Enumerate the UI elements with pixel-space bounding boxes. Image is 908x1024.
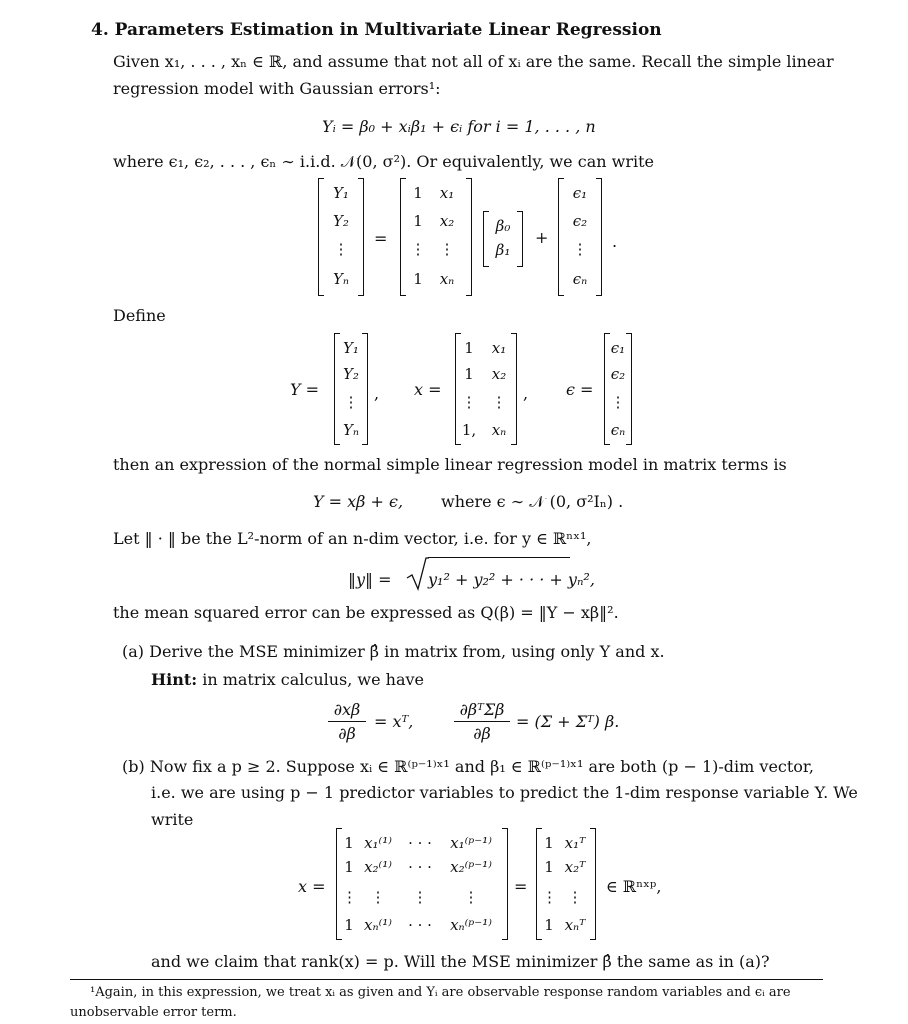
matrix-space: ∈ ℝⁿˣᵖ,	[606, 877, 662, 896]
mse-line: the mean squared error can be expressed as Q(β) = ‖Y − xβ‖².	[113, 603, 619, 622]
define-label: Define	[113, 306, 166, 325]
beta-entry: β₁	[495, 241, 511, 259]
matrix-model-where: where ϵ ∼ 𝒩 (0, σ²Iₙ) .	[441, 492, 624, 511]
fraction-denominator: ∂β	[473, 724, 491, 743]
hint-text: in matrix calculus, we have	[197, 670, 425, 689]
design-matrix	[400, 178, 472, 296]
error-entry: ⋮	[572, 240, 588, 258]
fraction-numerator: ∂βᵀΣβ	[459, 700, 505, 719]
beta-vector	[483, 211, 523, 267]
matrix-cell: x₁⁽ᵖ⁻¹⁾	[450, 834, 492, 852]
y-entry: Y₂	[343, 365, 359, 383]
matrix-cell: 1	[413, 212, 423, 230]
hint-line	[151, 670, 424, 690]
y-vector	[318, 178, 364, 296]
matrix-cell: 1	[464, 365, 474, 383]
where-line: where ϵ₁, ϵ₂, . . . , ϵₙ ∼ i.i.d. 𝒩(0, σ²). Or equivalently, we can write	[113, 152, 654, 171]
matrix-cell: 1,	[461, 421, 477, 439]
beta-entry: β₀	[495, 217, 511, 235]
matrix-cell: x₁	[491, 339, 507, 357]
matrix-cell: x₂⁽¹⁾	[364, 858, 392, 876]
section-title: 4. Parameters Estimation in Multivariate Linear Regression	[91, 20, 662, 40]
y-entry: Y₂	[333, 212, 349, 230]
y-entry: Yₙ	[343, 421, 359, 439]
hint-label: Hint:	[151, 670, 198, 689]
matrix-cell: ⋮	[491, 393, 507, 411]
matrix-cell: ⋮	[567, 888, 583, 906]
matrix-cell: 1	[464, 339, 474, 357]
norm-radicand: y₁² + y₂² + · · · + yₙ²,	[428, 570, 595, 589]
matrix-cell: ⋮	[410, 240, 426, 258]
matrix-cell: x₂	[439, 212, 455, 230]
eps-def-vector	[604, 333, 632, 445]
matrix-cell: ⋮	[461, 393, 477, 411]
error-vector	[558, 178, 602, 296]
matrix-cell: 1	[544, 916, 554, 934]
plus-sign: +	[535, 228, 549, 247]
matrix-cell: x₂	[491, 365, 507, 383]
matrix-cell: 1	[544, 858, 554, 876]
matrix-cell: x₁⁽¹⁾	[364, 834, 392, 852]
matrix-cell: ⋮	[463, 888, 479, 906]
norm-lhs: ‖y‖ =	[348, 570, 392, 589]
matrix-cell: 1	[413, 184, 423, 202]
matrix-cell: 1	[344, 916, 354, 934]
fraction-bar	[328, 721, 366, 722]
matrix-cell: xₙ⁽¹⁾	[364, 916, 392, 934]
error-entry: ⋮	[610, 393, 626, 411]
matrix-cell: xₙ	[491, 421, 507, 439]
hint-rhs-2: = (Σ + Σᵀ) β.	[516, 712, 620, 731]
matrix-cell: ⋮	[542, 888, 557, 906]
matrix-cell: · · ·	[408, 858, 432, 876]
equals-sign: =	[374, 229, 388, 248]
intro-line-1: Given x₁, . . . , xₙ ∈ ℝ, and assume that not all of xᵢ are the same. Recall the simple linear	[113, 52, 834, 71]
footnote-line-1: ¹Again, in this expression, we treat xᵢ as given and Yᵢ are observable response random variables and ϵᵢ are	[90, 985, 791, 1000]
fraction-denominator: ∂β	[338, 724, 356, 743]
then-line: then an expression of the normal simple linear regression model in matrix terms is	[113, 455, 787, 474]
matrix-cell: · · ·	[408, 916, 432, 934]
y-entry: Y₁	[333, 184, 349, 202]
matrix-cell: 1	[344, 834, 354, 852]
part-b-line-1: (b) Now fix a p ≥ 2. Suppose xᵢ ∈ ℝ⁽ᵖ⁻¹⁾ˣ¹ and β₁ ∈ ℝ⁽ᵖ⁻¹⁾ˣ¹ are both (p − 1)-dim vector,	[122, 757, 814, 776]
comma: ,	[523, 384, 529, 403]
y-def-vector	[334, 333, 368, 445]
x-def-matrix	[455, 333, 517, 445]
norm-definition-line: Let ‖ · ‖ be the L²-norm of an n-dim vector, i.e. for y ∈ ℝⁿˣ¹,	[113, 529, 592, 548]
eps-def-label: ϵ =	[566, 380, 594, 399]
period: .	[612, 232, 618, 251]
x-def-label: x =	[414, 380, 442, 399]
radical-sign-icon	[405, 556, 429, 592]
footnote-rule	[70, 979, 823, 980]
error-entry: ϵ₁	[610, 339, 626, 357]
matrix-cell: xₙ	[439, 270, 455, 288]
matrix-cell: x₁ᵀ	[564, 834, 586, 852]
fraction-bar	[454, 721, 510, 722]
y-entry: Y₁	[343, 339, 359, 357]
error-entry: ϵₙ	[610, 421, 626, 439]
part-b-line-3: write	[151, 810, 194, 829]
row-vector-matrix	[536, 828, 596, 940]
y-def-label: Y =	[290, 380, 320, 399]
hint-rhs-1: = xᵀ,	[374, 712, 414, 731]
x-label: x =	[298, 877, 326, 896]
matrix-cell: xₙ⁽ᵖ⁻¹⁾	[450, 916, 492, 934]
error-entry: ϵₙ	[572, 270, 588, 288]
part-a-question: (a) Derive the MSE minimizer β̂ in matrix from, using only Y and x.	[122, 642, 665, 661]
matrix-cell: ⋮	[412, 888, 428, 906]
matrix-cell: ⋮	[342, 888, 357, 906]
y-entry: ⋮	[343, 393, 359, 411]
matrix-cell: x₁	[439, 184, 455, 202]
matrix-model-equation: Y = xβ + ϵ,	[313, 492, 404, 511]
expanded-matrix	[336, 828, 508, 940]
error-entry: ϵ₂	[610, 365, 626, 383]
matrix-cell: 1	[544, 834, 554, 852]
comma: ,	[374, 384, 380, 403]
equals-sign: =	[514, 877, 528, 896]
matrix-cell: xₙᵀ	[564, 916, 586, 934]
matrix-cell: ⋮	[370, 888, 386, 906]
y-entry: Yₙ	[333, 270, 349, 288]
footnote-line-2: unobservable error term.	[70, 1005, 237, 1020]
matrix-cell: 1	[344, 858, 354, 876]
matrix-cell: · · ·	[408, 834, 432, 852]
matrix-cell: x₂ᵀ	[564, 858, 586, 876]
part-b-line-2: i.e. we are using p − 1 predictor variables to predict the 1-dim response variable Y. We	[151, 783, 858, 802]
error-entry: ϵ₂	[572, 212, 588, 230]
error-entry: ϵ₁	[572, 184, 588, 202]
claim-line: and we claim that rank(x) = p. Will the MSE minimizer β̂ the same as in (a)?	[151, 952, 770, 971]
fraction-numerator: ∂xβ	[333, 700, 361, 719]
matrix-cell: ⋮	[439, 240, 455, 258]
radical-bar	[428, 557, 570, 558]
matrix-cell: x₂⁽ᵖ⁻¹⁾	[450, 858, 492, 876]
y-entry: ⋮	[333, 240, 349, 258]
model-equation: Yᵢ = β₀ + xᵢβ₁ + ϵᵢ for i = 1, . . . , n	[322, 117, 596, 136]
matrix-cell: 1	[413, 270, 423, 288]
intro-line-2: regression model with Gaussian errors¹:	[113, 79, 441, 98]
